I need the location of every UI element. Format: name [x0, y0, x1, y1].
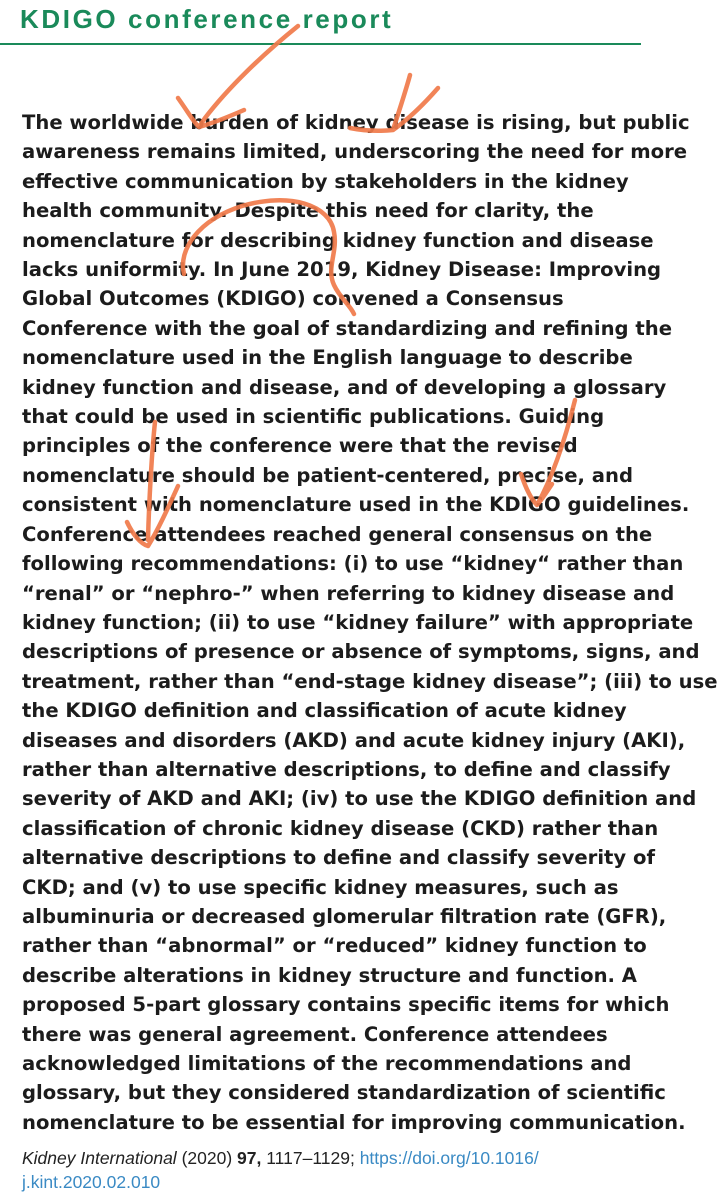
abstract-line: descriptions of presence or absence of symptoms, signs, and [22, 640, 700, 664]
abstract-line: nomenclature used in the English language to describe [22, 346, 633, 370]
journal-name: Kidney International [22, 1148, 177, 1168]
doi-link-continued[interactable]: j.kint.2020.02.010 [22, 1172, 161, 1192]
abstract-line: that could be used in scientific publications. Guiding [22, 405, 605, 429]
abstract-line: nomenclature should be patient-centered, precise, and [22, 463, 633, 487]
abstract-line: rather than alternative descriptions, to define and classify [22, 757, 671, 781]
abstract-line: there was general agreement. Conference attendees [22, 1022, 608, 1046]
abstract-line: acknowledged limitations of the recommendations and [22, 1052, 632, 1075]
abstract-line: proposed 5-part glossary contains specific items for which [22, 993, 670, 1017]
abstract-line: severity of AKD and AKI; (iv) to use the KDIGO definition and [22, 787, 697, 811]
abstract-line: kidney function; (ii) to use “kidney failure” with appropriate [22, 610, 694, 634]
abstract-line: treatment, rather than “end-stage kidney disease”; (iii) to use [22, 669, 718, 693]
abstract-line: diseases and disorders (AKD) and acute kidney injury (AKI), [22, 728, 686, 752]
journal-volume: 97, [237, 1148, 262, 1168]
abstract-line: alternative descriptions to define and classify severity of [22, 846, 655, 870]
citation [22, 1146, 627, 1194]
abstract-line: kidney function and disease, and of developing a glossary [22, 375, 667, 399]
abstract-line: Conference with the goal of standardizing and refining the [22, 316, 672, 340]
publication-year: (2020) [181, 1148, 233, 1168]
report-header [0, 0, 641, 48]
abstract-line: classification of chronic kidney disease (CKD) rather than [22, 816, 659, 840]
abstract-text [22, 108, 718, 1137]
abstract-line: Conference attendees reached general consensus on the [22, 522, 653, 546]
abstract-line: effective communication by stakeholders in the kidney [22, 169, 629, 193]
abstract-line: “renal” or “nephro-” when referring to kidney disease and [22, 581, 675, 605]
page-range: 1117–1129; [266, 1148, 355, 1168]
report-title: KDIGO conference report [20, 4, 394, 34]
header-divider [0, 43, 641, 45]
abstract-line: describe alterations in kidney structure and function. A [22, 963, 637, 987]
abstract-line: nomenclature for describing kidney function and disease [22, 228, 654, 252]
abstract-line: CKD; and (v) to use specific kidney measures, such as [22, 875, 619, 899]
abstract-line: principles of the conference were that the revised [22, 434, 578, 458]
abstract-line: rather than “abnormal” or “reduced” kidney function to [22, 934, 647, 958]
abstract-line: glossary, but they considered standardization of scientific [22, 1081, 666, 1105]
abstract-line: the KDIGO definition and classification of acute kidney [22, 699, 627, 723]
abstract-line: lacks uniformity. In June 2019, Kidney Disease: Improving [22, 258, 662, 282]
abstract-line: consistent with nomenclature used in the KDIGO guidelines. [22, 493, 690, 517]
doi-link[interactable]: https://doi.org/10.1016/ [359, 1148, 539, 1168]
abstract-line: nomenclature to be essential for improving communication. [22, 1110, 686, 1134]
abstract-line: health community. Despite this need for clarity, the [22, 199, 594, 223]
abstract-line: following recommendations: (i) to use “kidney“ rather than [22, 552, 684, 576]
abstract-line: awareness remains limited, underscoring the need for more [22, 140, 688, 164]
abstract-line: The worldwide burden of kidney disease is rising, but public [22, 111, 690, 134]
abstract-line: Global Outcomes (KDIGO) convened a Consensus [22, 287, 564, 311]
abstract-line: albuminuria or decreased glomerular filtration rate (GFR), [22, 904, 667, 928]
